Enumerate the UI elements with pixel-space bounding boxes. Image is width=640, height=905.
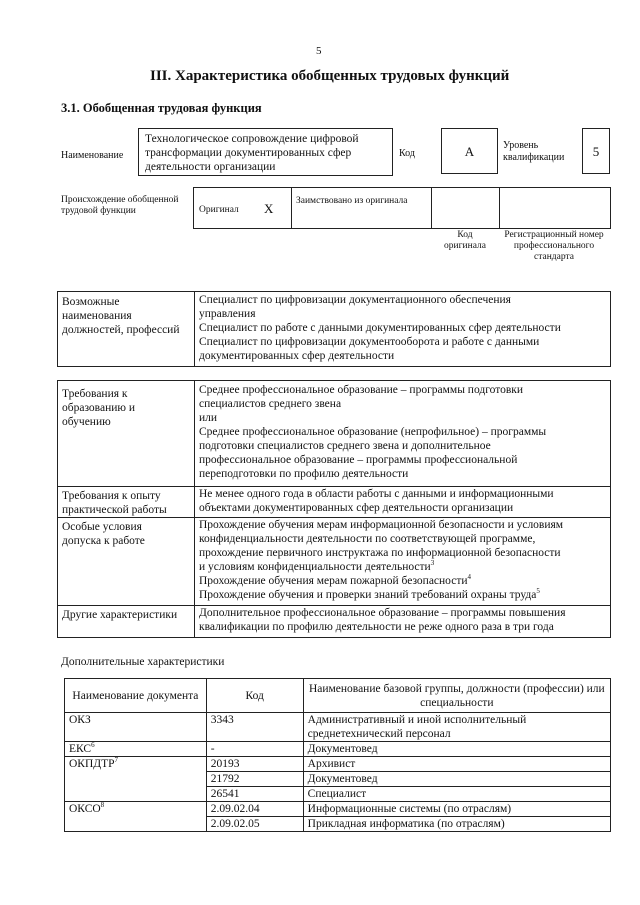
code-label: Код <box>399 148 415 159</box>
special-line: конфиденциальности деятельности по соответствующей программе, <box>199 533 536 545</box>
origin-divider-2 <box>431 188 432 228</box>
origin-label: Происхождение обобщенной трудовой функции <box>61 195 179 216</box>
code-value: А <box>464 144 475 159</box>
requirements-divider <box>194 381 195 637</box>
special-line <box>199 588 609 602</box>
experience-values <box>199 487 609 515</box>
other-label: Другие характеристики <box>62 609 178 621</box>
positions-divider <box>194 292 195 366</box>
level-box <box>582 128 610 174</box>
level-value: 5 <box>592 144 600 159</box>
special-label: Особые условия допуска к работе <box>62 521 145 547</box>
education-values <box>199 383 609 481</box>
name-box <box>138 128 393 176</box>
origin-divider-1 <box>291 188 292 228</box>
doc-cell <box>65 757 207 802</box>
doc-text: ОКПДТР <box>69 758 115 770</box>
other-line: Дополнительное профессиональное образование – программы повышения <box>199 607 566 619</box>
name-label: Наименование <box>61 150 124 161</box>
doc-cell <box>65 802 207 832</box>
education-line: профессиональное образование – программы профессиональной <box>199 454 518 466</box>
special-line <box>199 560 609 574</box>
doc-cell: ОКЗ <box>65 713 207 742</box>
position-line: Специалист по работе с данными документированных сфер деятельности <box>199 322 561 334</box>
name-cell: Документовед <box>303 772 610 787</box>
education-line: Среднее профессиональное образование – программы подготовки <box>199 384 524 396</box>
code-cell: 26541 <box>206 787 303 802</box>
code-original-label: Код оригинала <box>444 230 486 251</box>
footnote-ref: 4 <box>467 573 472 582</box>
reg-number-label: Регистрационный номер профессионального стандарта <box>504 230 604 262</box>
name-cell: Документовед <box>303 742 610 757</box>
education-label: Требования к образованию и обучению <box>62 388 135 428</box>
name-cell: Специалист <box>303 787 610 802</box>
other-values <box>199 606 609 634</box>
footnote-ref: 8 <box>100 801 105 810</box>
borrowed-label: Заимствовано из оригинала <box>296 196 408 206</box>
name-cell: Административный и иной исполнительный среднетехнический персонал <box>303 713 610 742</box>
table-row <box>65 742 611 757</box>
special-line-text: Прохождение обучения и проверки знаний требований охраны труда <box>199 589 537 601</box>
doc-text: ЕКС <box>69 743 92 755</box>
position-line: документированных сфер деятельности <box>199 350 395 362</box>
page-number: 5 <box>316 45 322 57</box>
special-values <box>199 518 609 602</box>
table-row <box>65 802 611 817</box>
table-header-row <box>65 679 611 713</box>
header-doc: Наименование документа <box>65 679 207 713</box>
position-line: Специалист по цифровизации документооборота и работе с данными <box>199 336 540 348</box>
special-line-text: Прохождение обучения мерам пожарной безопасности <box>199 575 468 587</box>
education-line: Среднее профессиональное образование (непрофильное) – программы <box>199 426 547 438</box>
original-mark: X <box>264 201 274 216</box>
experience-label: Требования к опыту практической работы <box>62 490 167 516</box>
additional-table <box>64 678 611 832</box>
doc-text: ОКСО <box>69 803 101 815</box>
section-title: III. Характеристика обобщенных трудовых функций <box>150 68 510 84</box>
code-cell: 21792 <box>206 772 303 787</box>
name-value: Технологическое сопровождение цифровой трансформации документированных сфер деятельности организации <box>145 133 359 173</box>
special-line: Прохождение обучения мерам информационной безопасности и условиям <box>199 519 564 531</box>
special-line: прохождение первичного инструктажа по информационной безопасности <box>199 547 561 559</box>
header-name: Наименование базовой группы, должности (профессии) или специальности <box>303 679 610 713</box>
requirements-table <box>57 380 611 638</box>
code-cell: 2.09.02.05 <box>206 817 303 832</box>
name-cell: Архивист <box>303 757 610 772</box>
code-cell: 3343 <box>206 713 303 742</box>
positions-values <box>199 293 609 363</box>
education-line: переподготовки по профилю деятельности <box>199 468 409 480</box>
code-cell: 20193 <box>206 757 303 772</box>
origin-divider-3 <box>499 188 500 228</box>
name-cell: Информационные системы (по отраслям) <box>303 802 610 817</box>
origin-box <box>193 187 611 229</box>
footnote-ref: 6 <box>91 741 95 750</box>
code-cell: 2.09.02.04 <box>206 802 303 817</box>
name-cell: Прикладная информатика (по отраслям) <box>303 817 610 832</box>
other-line: квалификации по профилю деятельности не реже одного раза в три года <box>199 621 554 633</box>
positions-label: Возможные наименования должностей, профессий <box>62 296 180 336</box>
special-line-text: и условиям конфиденциальности деятельности <box>199 561 431 573</box>
experience-line: Не менее одного года в области работы с данными и информационными <box>199 488 554 500</box>
code-cell: - <box>206 742 303 757</box>
position-line: Специалист по цифровизации документационного обеспечения <box>199 294 511 306</box>
table-row <box>65 713 611 742</box>
footnote-ref: 7 <box>114 756 119 765</box>
footnote-ref: 5 <box>536 587 540 596</box>
additional-title: Дополнительные характеристики <box>61 656 225 668</box>
education-line: специалистов среднего звена <box>199 398 342 410</box>
education-line: подготовки специалистов среднего звена и дополнительное <box>199 440 491 452</box>
level-label: Уровень квалификации <box>503 140 565 163</box>
doc-cell <box>65 742 207 757</box>
education-line: или <box>199 412 218 424</box>
position-line: управления <box>199 308 256 320</box>
code-box <box>441 128 498 174</box>
original-label: Оригинал <box>199 205 239 215</box>
experience-line: объектами документированных сфер деятельности организации <box>199 502 514 514</box>
table-row <box>65 757 611 772</box>
footnote-ref: 3 <box>430 559 435 568</box>
subsection-title: 3.1. Обобщенная трудовая функция <box>61 101 262 115</box>
special-line <box>199 574 609 588</box>
header-code: Код <box>206 679 303 713</box>
positions-table <box>57 291 611 367</box>
